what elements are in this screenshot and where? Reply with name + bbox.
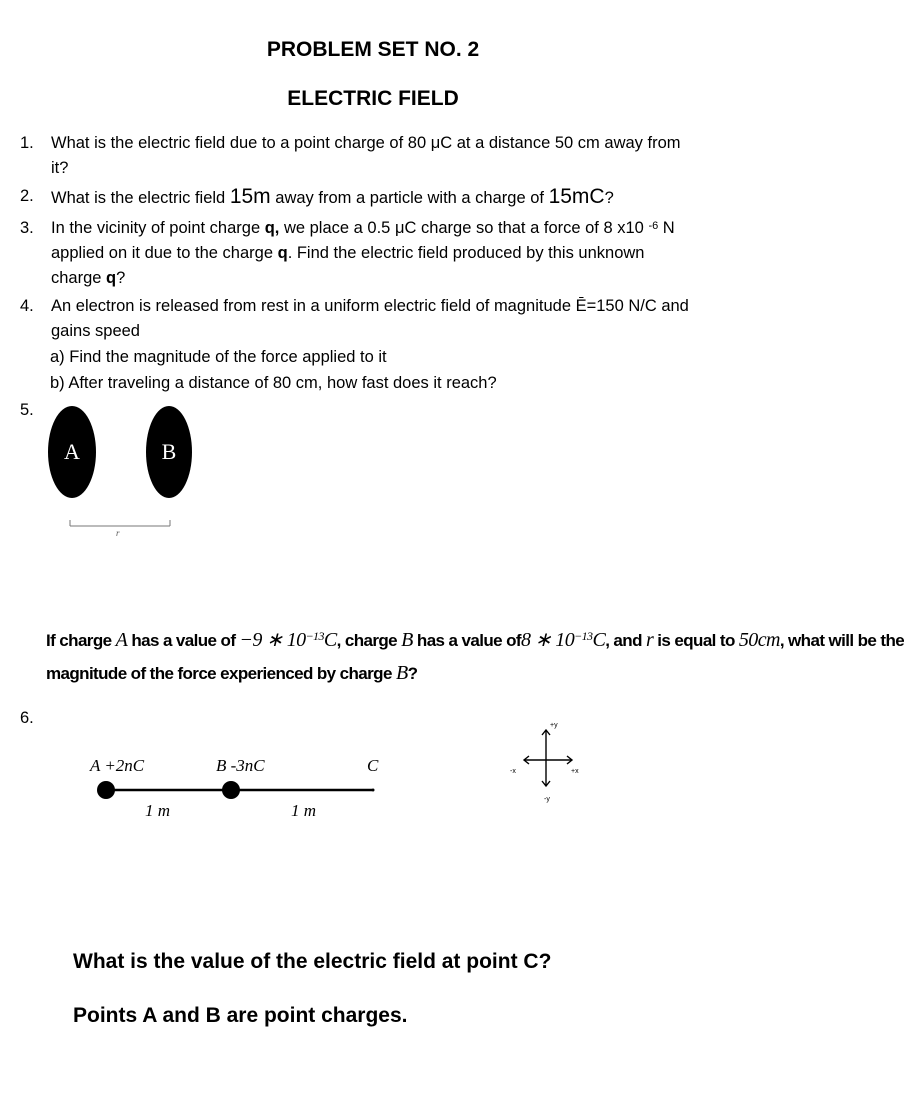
label-charge-a: A +2nC [90, 756, 145, 775]
label-point-c: C [367, 756, 379, 775]
coordinate-axes-icon [520, 728, 576, 792]
problem-text: What is the electric field 15m away from a particle with a charge of 15mC? [51, 185, 614, 208]
charge-line-diagram [96, 778, 380, 802]
point-c-dot [372, 789, 375, 792]
problem-number: 2. [20, 187, 34, 205]
problem-number: 5. [20, 401, 34, 419]
page-subtitle: ELECTRIC FIELD [287, 87, 459, 110]
problem-number: 3. [20, 219, 34, 237]
problem-text: In the vicinity of point charge q, we place a 0.5 μC charge so that a force of 8 x10 $^{-6}$ N applied on it due to the charge q. Find the electric field produced by this unknown charge q? [51, 219, 675, 287]
problem-number: 1. [20, 134, 34, 152]
axis-plus-y-label: +y [550, 722, 558, 729]
distance-r-label: r [116, 528, 120, 538]
distance-label-1: 1 m [145, 801, 171, 820]
problem-text: An electron is released from rest in a uniform electric field of magnitude Ē=150 N/C and gains speed [51, 297, 689, 340]
distance-bracket [68, 518, 172, 530]
problem-4-part-b: b) After traveling a distance of 80 cm, how fast does it reach? [50, 374, 497, 392]
problem-4-part-a: a) Find the magnitude of the force applied to it [50, 348, 387, 366]
axis-minus-x-label: -x [510, 768, 516, 775]
problem-6-question: What is the value of the electric field at point C? [73, 950, 552, 973]
problem-6-note: Points A and B are point charges. [73, 1004, 408, 1027]
charge-b-dot [222, 781, 240, 799]
axis-minus-y-label: -y [544, 796, 550, 803]
label-charge-b: B -3nC [216, 756, 265, 775]
problem-5-question: If charge A has a value of −9 ∗ $10^{-13}C$, charge B has a value of8 ∗ $10^{-13}C$, and r is equal to 50cm, what will be the magnitude of the force experienced by charge B? [46, 629, 904, 684]
page-title: PROBLEM SET NO. 2 [266, 38, 480, 61]
charge-a-dot [97, 781, 115, 799]
distance-label-2: 1 m [291, 801, 317, 820]
problem-number: 4. [20, 297, 34, 315]
axis-plus-x-label: +x [571, 768, 579, 775]
problem-number: 6. [20, 709, 34, 727]
problem-text: What is the electric field due to a point charge of 80 μC at a distance 50 cm away from it? [51, 134, 681, 177]
charge-b-circle: B [146, 406, 192, 498]
charge-a-circle: A [48, 406, 96, 498]
